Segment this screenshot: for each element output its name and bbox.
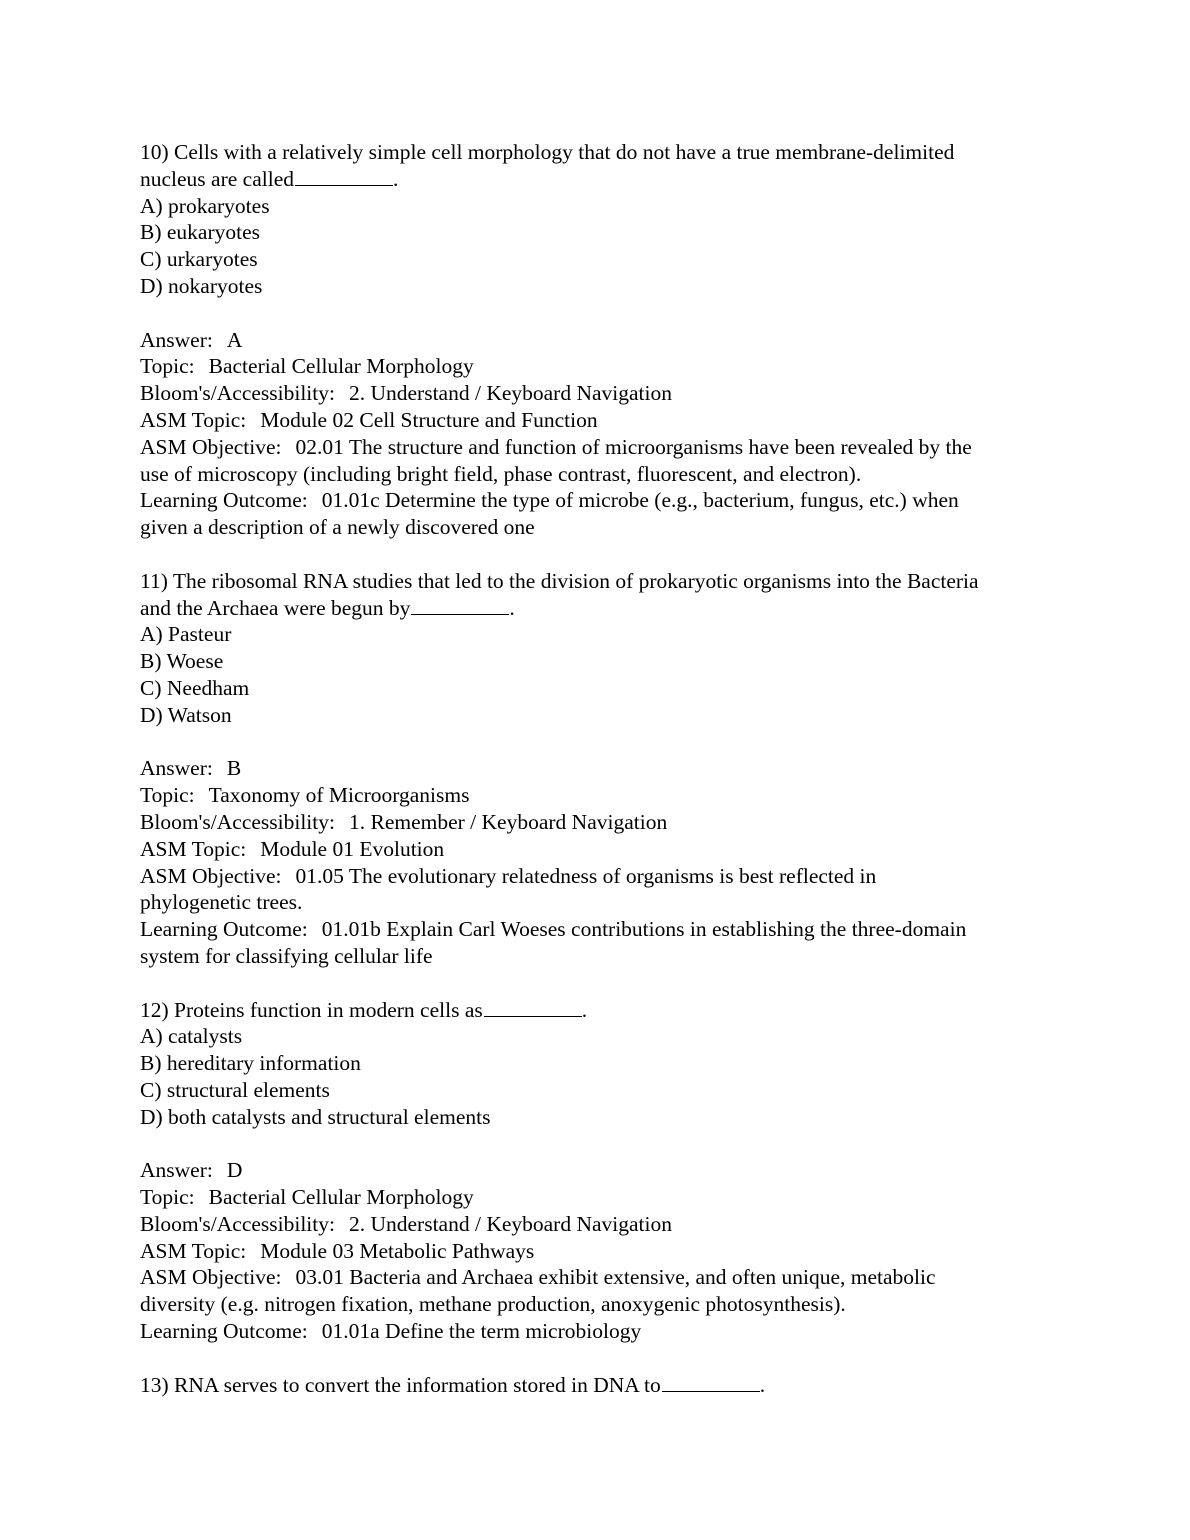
spacer <box>140 970 1060 997</box>
outcome-continued: system for classifying cellular life <box>140 943 433 968</box>
asm-objective-line <box>140 1264 1060 1291</box>
asm-objective-label: ASM Objective: <box>140 434 282 459</box>
question-stem-text: 12) Proteins function in modern cells as <box>140 997 483 1022</box>
blooms-value: 2. Understand / Keyboard Navigation <box>348 1211 672 1236</box>
asm-objective-value: 01.05 The evolutionary relatedness of organisms is best reflected in <box>295 863 877 888</box>
question-stem-text: nucleus are called <box>140 166 294 191</box>
fill-in-blank <box>484 998 582 1017</box>
document-page <box>140 139 1060 1398</box>
blooms-label: Bloom's/Accessibility: <box>140 381 335 406</box>
option-d: D) Watson <box>140 702 232 727</box>
option-b: B) Woese <box>140 649 224 674</box>
answer-label: Answer: <box>140 1158 213 1183</box>
blooms-line <box>140 809 1060 836</box>
fill-in-blank <box>662 1373 760 1392</box>
fill-in-blank <box>295 167 393 186</box>
option-a: A) catalysts <box>140 1024 243 1049</box>
outcome-label: Learning Outcome: <box>140 488 308 513</box>
question-12 <box>140 997 1060 1345</box>
question-stem: 11) The ribosomal RNA studies that led to the division of prokaryotic organisms into the Bacteria <box>140 568 979 593</box>
spacer <box>140 300 1060 327</box>
asm-topic-line <box>140 407 1060 434</box>
asm-objective-continued: diversity (e.g. nitrogen fixation, methane production, anoxygenic photosynthesis). <box>140 1292 846 1317</box>
asm-objective-continued: phylogenetic trees. <box>140 890 303 915</box>
option-c: C) Needham <box>140 675 250 700</box>
spacer <box>140 1345 1060 1372</box>
option-d: D) nokaryotes <box>140 273 263 298</box>
topic-label: Topic: <box>140 783 195 808</box>
topic-value: Bacterial Cellular Morphology <box>208 354 474 379</box>
asm-topic-line <box>140 1238 1060 1265</box>
outcome-label: Learning Outcome: <box>140 1319 308 1344</box>
answer-value: B <box>226 756 242 781</box>
spacer <box>140 541 1060 568</box>
question-stem-continued <box>140 166 1060 193</box>
answer-value: D <box>226 1158 243 1183</box>
stem-period: . <box>509 595 515 620</box>
asm-objective-line <box>140 863 1060 890</box>
topic-value: Bacterial Cellular Morphology <box>208 1185 474 1210</box>
question-stem <box>140 997 1060 1024</box>
asm-objective-label: ASM Objective: <box>140 863 282 888</box>
option-d: D) both catalysts and structural elements <box>140 1104 491 1129</box>
question-stem-text: and the Archaea were begun by <box>140 595 411 620</box>
asm-topic-label: ASM Topic: <box>140 1238 247 1263</box>
question-stem-text: 13) RNA serves to convert the information stored in DNA to <box>140 1372 661 1397</box>
option-b: B) eukaryotes <box>140 220 261 245</box>
blooms-label: Bloom's/Accessibility: <box>140 809 335 834</box>
fill-in-blank <box>411 596 509 615</box>
question-10 <box>140 139 1060 541</box>
answer-line <box>140 327 1060 354</box>
asm-topic-line <box>140 836 1060 863</box>
asm-topic-label: ASM Topic: <box>140 836 247 861</box>
option-a: A) Pasteur <box>140 622 232 647</box>
stem-period: . <box>581 997 588 1022</box>
question-stem <box>140 1372 1060 1399</box>
outcome-line <box>140 1318 1060 1345</box>
asm-topic-label: ASM Topic: <box>140 407 247 432</box>
blooms-label: Bloom's/Accessibility: <box>140 1211 335 1236</box>
asm-objective-continued: use of microscopy (including bright field, phase contrast, fluorescent, and electron). <box>140 461 862 486</box>
option-c: C) structural elements <box>140 1077 330 1102</box>
blooms-line <box>140 380 1060 407</box>
answer-label: Answer: <box>140 756 213 781</box>
topic-line <box>140 782 1060 809</box>
asm-topic-value: Module 03 Metabolic Pathways <box>260 1238 535 1263</box>
outcome-line <box>140 916 1060 943</box>
question-11 <box>140 568 1060 970</box>
blooms-line <box>140 1211 1060 1238</box>
answer-line <box>140 755 1060 782</box>
answer-line <box>140 1157 1060 1184</box>
question-stem-continued <box>140 595 1060 622</box>
spacer <box>140 729 1060 756</box>
asm-topic-value: Module 01 Evolution <box>260 836 445 861</box>
topic-label: Topic: <box>140 354 195 379</box>
topic-line <box>140 1184 1060 1211</box>
topic-line <box>140 353 1060 380</box>
answer-label: Answer: <box>140 327 213 352</box>
outcome-continued: given a description of a newly discovered one <box>140 515 535 540</box>
asm-objective-line <box>140 434 1060 461</box>
asm-objective-value: 02.01 The structure and function of microorganisms have been revealed by the <box>295 434 972 459</box>
topic-value: Taxonomy of Microorganisms <box>208 783 470 808</box>
question-stem: 10) Cells with a relatively simple cell morphology that do not have a true membrane-delimited <box>140 140 955 164</box>
asm-objective-label: ASM Objective: <box>140 1265 282 1290</box>
outcome-value: 01.01b Explain Carl Woeses contributions in establishing the three-domain <box>321 917 967 942</box>
outcome-value: 01.01c Determine the type of microbe (e.g., bacterium, fungus, etc.) when <box>321 488 959 513</box>
spacer <box>140 1130 1060 1157</box>
outcome-value: 01.01a Define the term microbiology <box>321 1319 642 1344</box>
stem-period: . <box>393 166 399 191</box>
outcome-label: Learning Outcome: <box>140 917 308 942</box>
asm-objective-value: 03.01 Bacteria and Archaea exhibit extensive, and often unique, metabolic <box>295 1265 936 1290</box>
question-13 <box>140 1372 1060 1399</box>
blooms-value: 1. Remember / Keyboard Navigation <box>348 809 668 834</box>
blooms-value: 2. Understand / Keyboard Navigation <box>348 381 672 406</box>
option-b: B) hereditary information <box>140 1051 361 1076</box>
option-c: C) urkaryotes <box>140 247 258 272</box>
outcome-line <box>140 487 1060 514</box>
topic-label: Topic: <box>140 1185 195 1210</box>
option-a: A) prokaryotes <box>140 193 270 218</box>
asm-topic-value: Module 02 Cell Structure and Function <box>260 407 598 432</box>
stem-period: . <box>759 1372 766 1397</box>
answer-value: A <box>226 327 243 352</box>
